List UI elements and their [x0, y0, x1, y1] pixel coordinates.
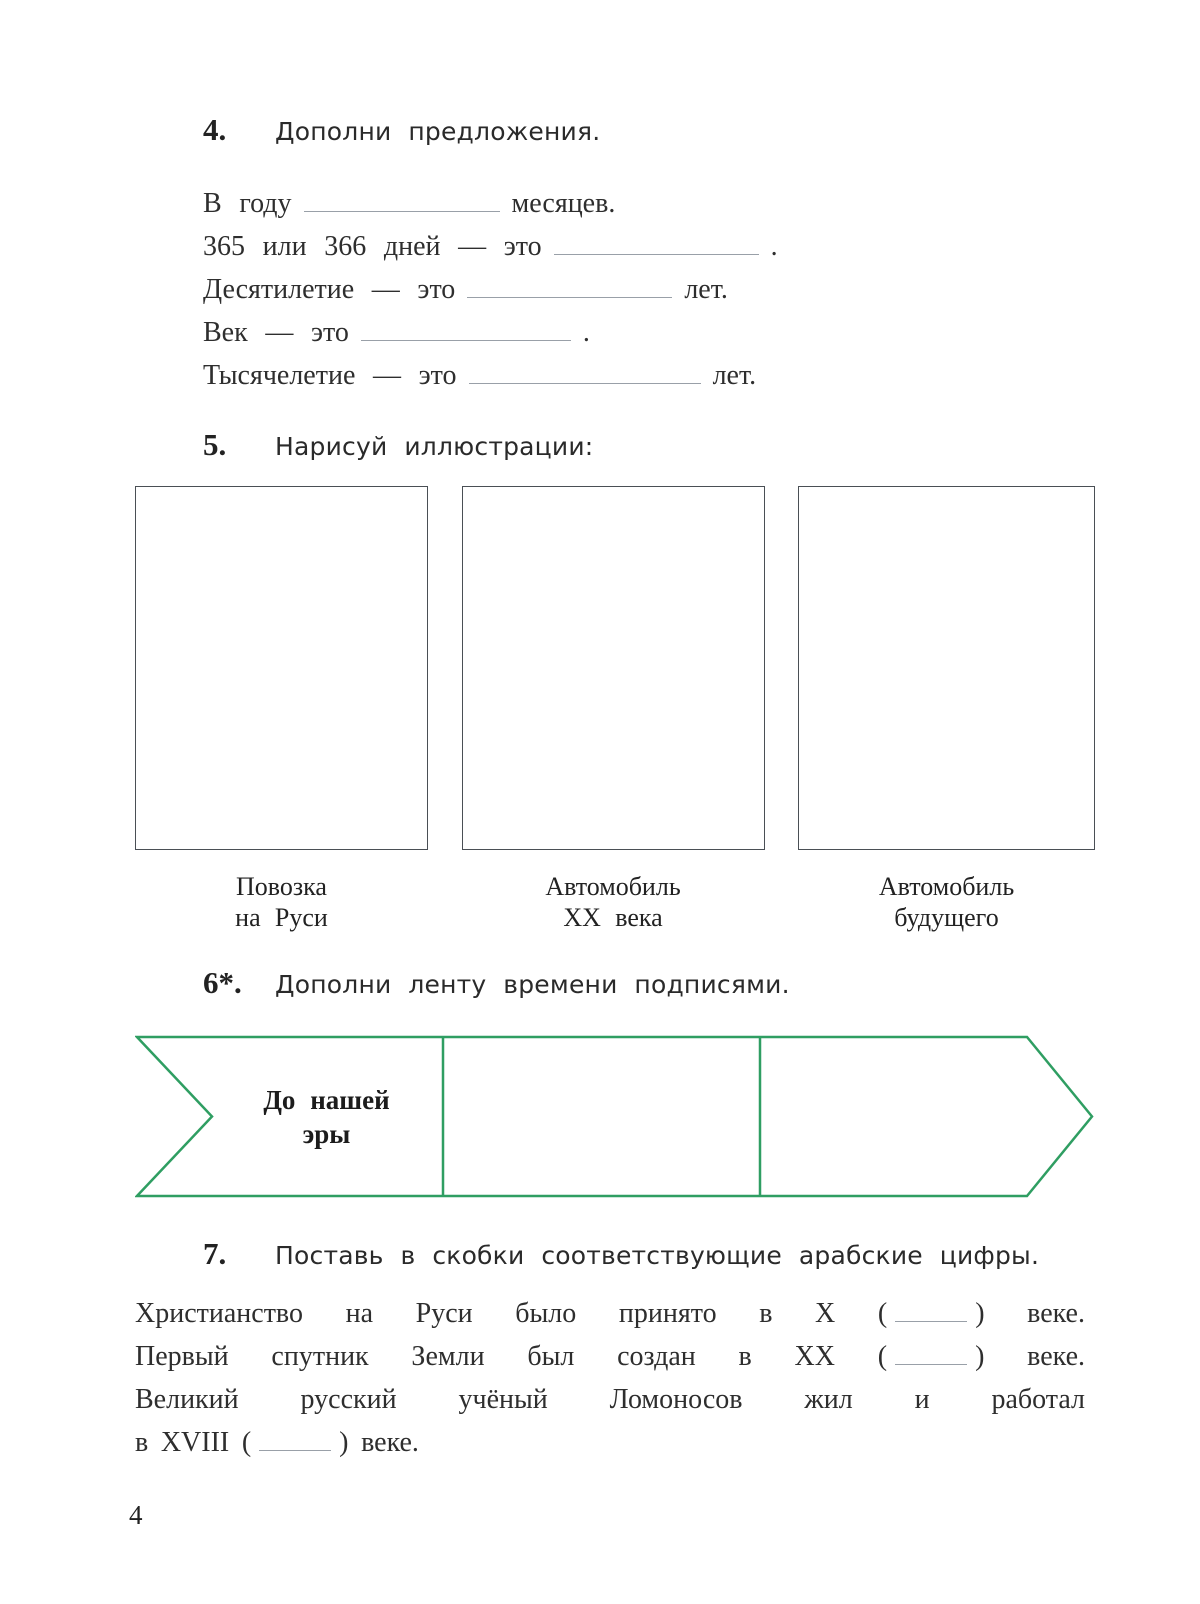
- sentence-line: [203, 268, 1095, 311]
- blank-field[interactable]: [469, 381, 701, 384]
- sentence-line: [203, 225, 1095, 268]
- drawing-boxes-row: [135, 486, 1095, 933]
- blank-field[interactable]: [361, 338, 571, 341]
- blank-field[interactable]: [259, 1448, 331, 1451]
- blank-field[interactable]: [467, 295, 672, 298]
- sentence-line: [135, 1292, 1085, 1335]
- exercise-5-number: 5.: [203, 427, 227, 462]
- exercise-5-header: [203, 427, 1095, 465]
- exercise-6-header: [203, 965, 1095, 1003]
- sentence-post: ) веке.: [975, 1341, 1085, 1372]
- sentence-line: [203, 354, 1095, 397]
- exercise-5-title: Нарисуй иллюстрации:: [275, 432, 594, 461]
- sentence-pre: В году: [203, 188, 292, 219]
- sentence-pre: Христианство на Руси было принято в X (: [135, 1298, 888, 1329]
- exercise-7: [135, 1236, 1095, 1464]
- drawing-caption: Повозка на Руси: [235, 872, 328, 932]
- blank-field[interactable]: [895, 1319, 967, 1322]
- sentence-post: .: [582, 317, 590, 348]
- drawing-box[interactable]: [135, 486, 428, 850]
- sentence-line: [135, 1335, 1085, 1378]
- exercise-7-title: Поставь в скобки соответствующие арабские цифры.: [275, 1241, 1040, 1270]
- sentence-pre: Век — это: [203, 317, 349, 348]
- exercise-4-body: [203, 182, 1095, 397]
- sentence-line: [135, 1378, 1085, 1421]
- exercise-6-number: 6*.: [203, 965, 242, 1000]
- blank-field[interactable]: [895, 1362, 967, 1365]
- drawing-column: [135, 486, 428, 933]
- exercise-7-number: 7.: [203, 1236, 227, 1271]
- drawing-caption: Автомобиль будущего: [878, 872, 1015, 932]
- sentence-line: [203, 311, 1095, 354]
- page-number: 4: [129, 1500, 143, 1530]
- sentence-post: месяцев.: [511, 188, 616, 219]
- exercise-7-body: [135, 1292, 1085, 1464]
- sentence-pre: 365 или 366 дней — это: [203, 231, 542, 262]
- timeline-label: До нашей эры: [263, 1084, 390, 1149]
- timeline-section-bc[interactable]: [210, 1035, 443, 1198]
- blank-field[interactable]: [554, 252, 759, 255]
- sentence-pre: Первый спутник Земли был создан в XX (: [135, 1341, 888, 1372]
- drawing-box[interactable]: [798, 486, 1095, 850]
- exercise-4-header: [203, 112, 1095, 150]
- exercise-4: [135, 112, 1095, 397]
- drawing-box[interactable]: [462, 486, 765, 850]
- exercise-7-header: [203, 1236, 1095, 1274]
- exercise-4-title: Дополни предложения.: [275, 117, 601, 146]
- exercise-4-number: 4.: [203, 112, 227, 147]
- timeline-section-empty-2[interactable]: [760, 1035, 1028, 1198]
- sentence-post: ) веке.: [975, 1298, 1085, 1329]
- timeline: [135, 1035, 1095, 1198]
- sentence-line: [203, 182, 1095, 225]
- drawing-column: [798, 486, 1095, 933]
- sentence-post: ) веке.: [339, 1427, 419, 1458]
- sentence-post: лет.: [712, 360, 757, 391]
- drawing-caption: Автомобиль XX века: [545, 872, 681, 932]
- sentence-pre: Тысячелетие — это: [203, 360, 457, 391]
- timeline-section-empty-1[interactable]: [443, 1035, 760, 1198]
- exercise-6-title: Дополни ленту времени подписями.: [275, 970, 790, 999]
- blank-field[interactable]: [304, 209, 500, 212]
- sentence-pre: Десятилетие — это: [203, 274, 456, 305]
- sentence-post: лет.: [684, 274, 728, 305]
- sentence-pre: в XVIII (: [135, 1427, 252, 1458]
- sentence-pre: Великий русский учёный Ломоносов жил и работал: [135, 1384, 1085, 1415]
- sentence-line: [135, 1421, 1085, 1464]
- exercise-6: [135, 965, 1095, 1198]
- exercise-5: [135, 427, 1095, 933]
- sentence-post: .: [770, 231, 778, 262]
- drawing-column: [462, 486, 765, 933]
